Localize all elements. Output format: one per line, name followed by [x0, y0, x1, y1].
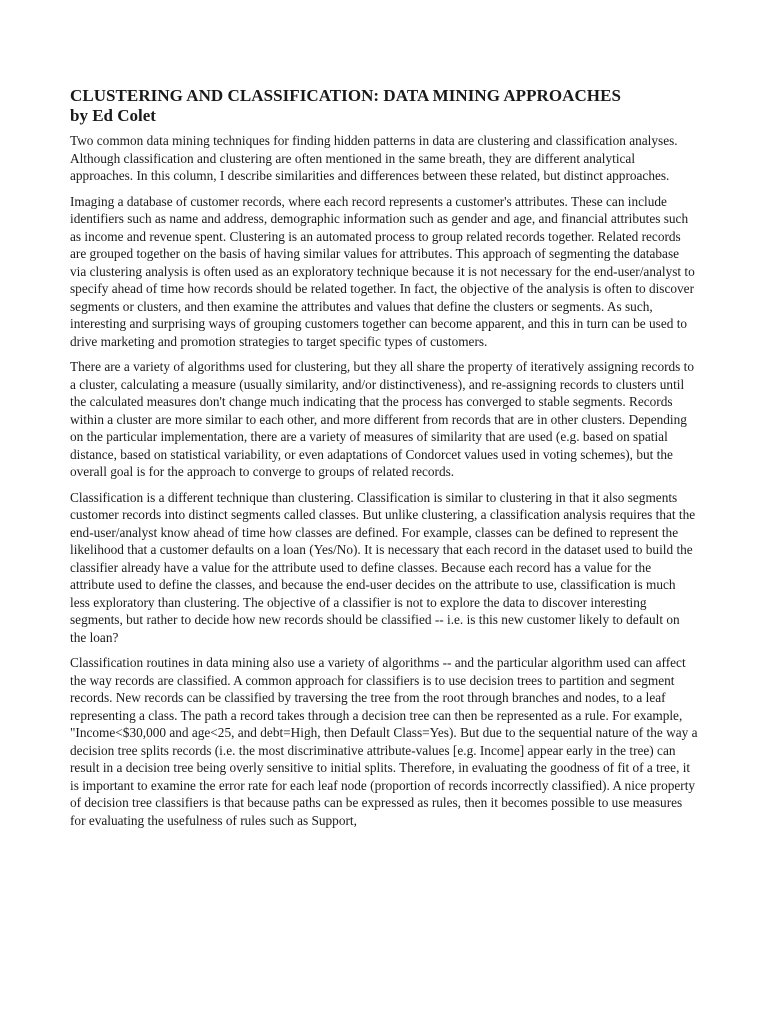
document-page: [70, 86, 698, 837]
article-title: CLUSTERING AND CLASSIFICATION: DATA MINING APPROACHES: [70, 86, 621, 105]
article-author: by Ed Colet: [70, 106, 156, 125]
paragraph-5: Classification routines in data mining also use a variety of algorithms -- and the particular algorithm used can affect the way records are classified. A common approach for classifiers is to use decision trees to partition and segment records. New records can be classified by traversing the tree from the root through branches and nodes, to a leaf representing a class. The path a record takes through a decision tree can then be represented as a rule. For example, "Income<$30,000 and age<25, and debt=High, then Default Class=Yes). But due to the sequential nature of the way a decision tree splits records (i.e. the most discriminative attribute-values [e.g. Income] appear early in the tree) can result in a decision tree being overly sensitive to initial splits. Therefore, in evaluating the goodness of fit of a tree, it is important to examine the error rate for each leaf node (proportion of records incorrectly classified). A nice property of decision tree classifiers is that because paths can be expressed as rules, then it becomes possible to use measures for evaluating the usefulness of rules such as Support,: [70, 655, 698, 828]
paragraph-4: Classification is a different technique than clustering. Classification is similar to clustering in that it also segments customer records into distinct segments called classes. But unlike clustering, a classification analysis requires that the end-user/analyst know ahead of time how classes are defined. For example, classes can be defined to represent the likelihood that a customer defaults on a loan (Yes/No). It is necessary that each record in the dataset used to build the classifier already have a value for the attribute used to define classes. Because each record has a value for the attribute used to define the classes, and because the end-user decides on the attribute to use, classification is much less exploratory than clustering. The objective of a classifier is not to explore the data to discover interesting segments, but rather to decide how new records should be classified -- i.e. is this new customer likely to default on the loan?: [70, 489, 696, 645]
paragraph-3: There are a variety of algorithms used for clustering, but they all share the property of iteratively assigning records to a cluster, calculating a measure (usually similarity, and/or distinctiveness), and re-assigning records to clusters until the calculated measures don't change much indicating that the process has converged to stable segments. Records within a cluster are more similar to each other, and more different from records that are in other clusters. Depending on the particular implementation, there are a variety of measures of similarity that are used (e.g. based on spatial distance, based on statistical variability, or even adaptations of Condorcet values used in voting schemes), but the overall goal is for the approach to converge to groups of related records.: [70, 359, 695, 479]
paragraph-2: Imaging a database of customer records, where each record represents a customer's attributes. These can include identifiers such as name and address, demographic information such as gender and age, and financial attributes such as income and revenue spent. Clustering is an automated process to group related records together. Related records are grouped together on the basis of having similar values for attributes. This approach of segmenting the database via clustering analysis is often used as an exploratory technique because it is not necessary for the end-user/analyst to specify ahead of time how records should be related together. In fact, the objective of the analysis is often to discover segments or clusters, and then examine the attributes and values that define the clusters or segments. As such, interesting and surprising ways of grouping customers together can become apparent, and this in turn can be used to drive marketing and promotion strategies to target specific types of customers.: [70, 193, 695, 349]
paragraph-1: Two common data mining techniques for finding hidden patterns in data are clustering and classification analyses. Although classification and clustering are often mentioned in the same breath, they are different analytical approaches. In this column, I describe similarities and differences between these related, but distinct approaches.: [70, 133, 678, 183]
